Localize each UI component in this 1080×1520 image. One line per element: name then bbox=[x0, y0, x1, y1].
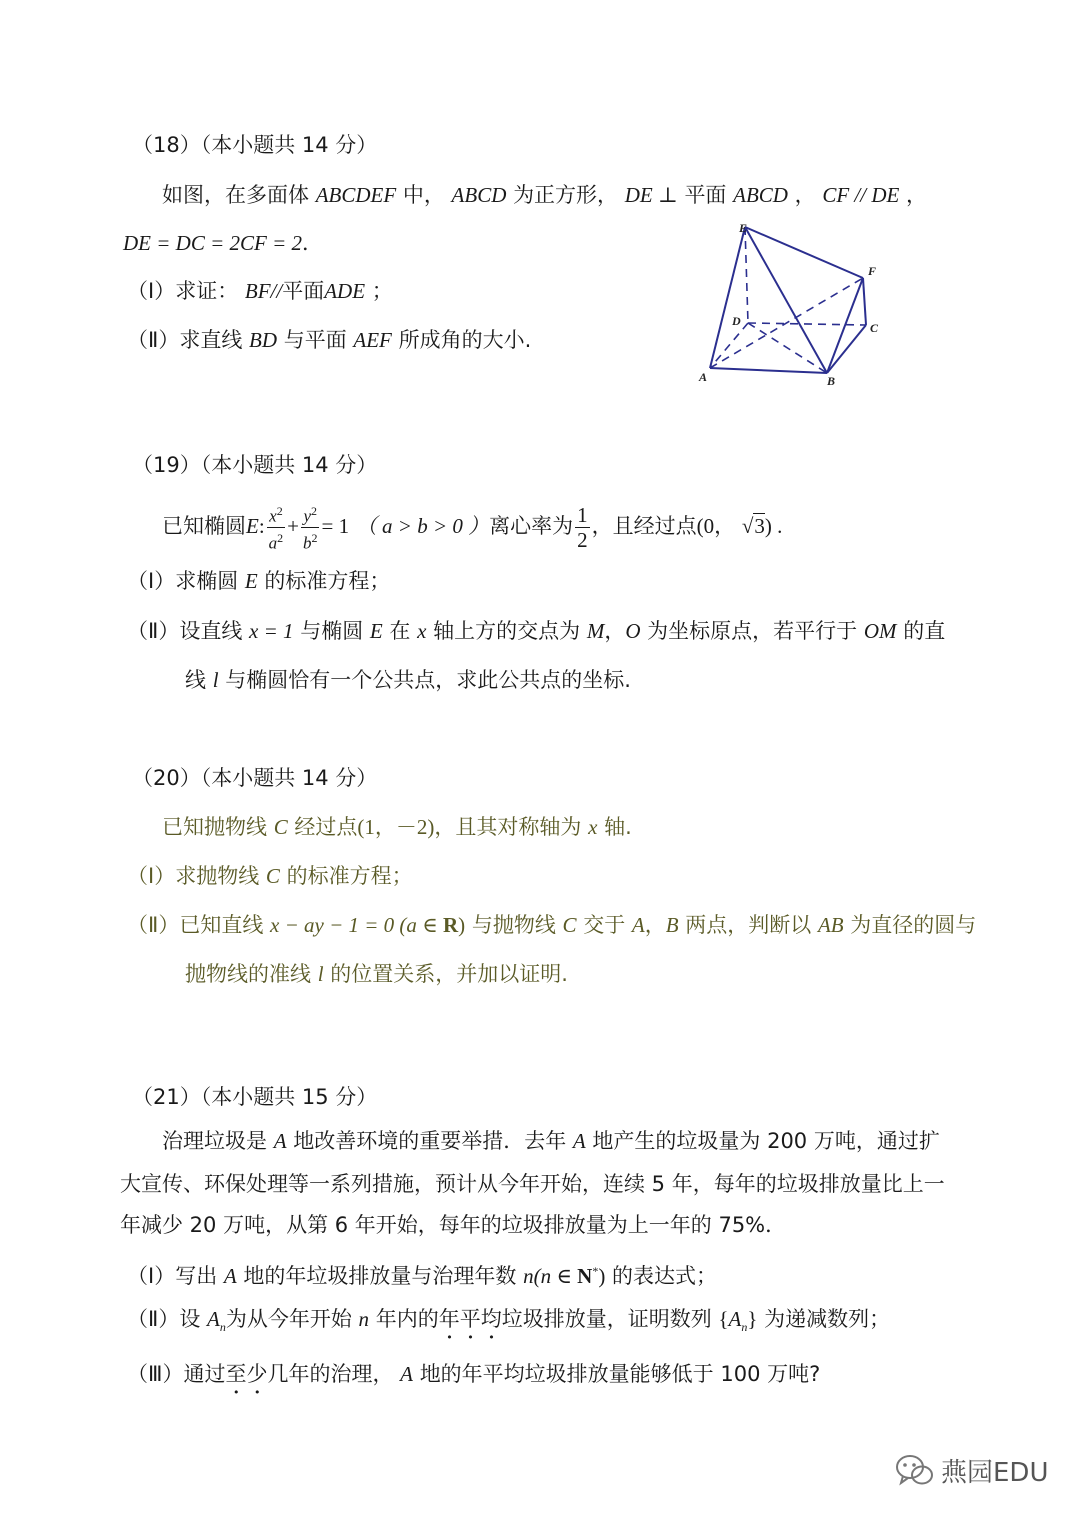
vertex-d-label: D bbox=[732, 314, 741, 328]
vertex-f-label: F bbox=[868, 264, 877, 278]
q19-part1: （Ⅰ）求椭圆 E 的标准方程； bbox=[127, 569, 391, 593]
vertex-e-label: E bbox=[739, 221, 748, 235]
q21-part3: （Ⅲ）通过至少几年的治理， A 地的年平均垃圾排放量能够低于 100 万吨? bbox=[127, 1362, 821, 1386]
watermark bbox=[895, 1452, 1048, 1489]
q21-line3: 年减少 20 万吨，从第 6 年开始，每年的垃圾排放量为上一年的 75%． bbox=[120, 1213, 787, 1237]
q18-header: （18）（本小题共 14 分） bbox=[132, 133, 378, 157]
polyhedron-figure bbox=[690, 215, 900, 395]
vertex-a-label: A bbox=[699, 370, 708, 384]
watermark-text: 燕园EDU bbox=[941, 1458, 1049, 1488]
q21-line2: 大宣传、环保处理等一系列措施，预计从今年开始，连续 5 年，每年的垃圾排放量比上一 bbox=[120, 1172, 945, 1196]
vertex-c-label: C bbox=[870, 321, 879, 335]
vertex-b-label: B bbox=[827, 374, 836, 388]
q19-intro: 已知椭圆E: $\frac{x^2}{a^2}$ + $\frac{y^2}{b^2}$ = 1 （ a > b > 0 ）离心率为 $\frac{1}{2}$ ，且经过点(0， √3) . bbox=[162, 502, 783, 553]
q20-part2: （Ⅱ）已知直线 x − ay − 1 = 0 (a ∈ R) 与抛物线 C 交于 A，B 两点，判断以 AB 为直径的圆与 bbox=[127, 913, 977, 937]
q19-part2-cont: 线 l 与椭圆恰有一个公共点，求此公共点的坐标. bbox=[185, 668, 631, 692]
q18-intro: 如图，在多面体 ABCDEF 中， ABCD 为正方形， DE ⊥ 平面 ABCD ， CF // DE ， bbox=[162, 183, 928, 207]
wechat-icon bbox=[895, 1453, 935, 1489]
q21-part1: （Ⅰ）写出 A 地的年垃圾排放量与治理年数 n(n ∈ N*) 的表达式； bbox=[127, 1264, 717, 1288]
q19-header: （19）（本小题共 14 分） bbox=[132, 453, 378, 477]
q18-part1: （Ⅰ）求证： BF//平面ADE ； bbox=[127, 279, 393, 303]
q21-part2: （Ⅱ）设 $A_n$为从今年开始 n 年内的年平均垃圾排放量，证明数列 $\{A_n\}$ 为递减数列； bbox=[127, 1307, 891, 1335]
q20-part1: （Ⅰ）求抛物线 C 的标准方程； bbox=[127, 864, 413, 888]
q21-line1: 治理垃圾是 A 地改善环境的重要举措．去年 A 地产生的垃圾量为 200 万吨，通过扩 bbox=[162, 1129, 940, 1153]
q18-condition: DE = DC = 2CF = 2． bbox=[123, 231, 324, 255]
q21-header: （21）（本小题共 15 分） bbox=[132, 1085, 378, 1109]
q20-part2-cont: 抛物线的准线 l 的位置关系，并加以证明. bbox=[185, 962, 568, 986]
q18-part2: （Ⅱ）求直线 BD 与平面 AEF 所成角的大小. bbox=[127, 328, 532, 352]
q20-header: （20）（本小题共 14 分） bbox=[132, 766, 378, 790]
q19-part2: （Ⅱ）设直线 x = 1 与椭圆 E 在 x 轴上方的交点为 M，O 为坐标原点，若平行于 OM 的直 bbox=[127, 619, 946, 643]
q20-intro: 已知抛物线 C 经过点(1，－2)，且其对称轴为 x 轴. bbox=[162, 815, 632, 839]
